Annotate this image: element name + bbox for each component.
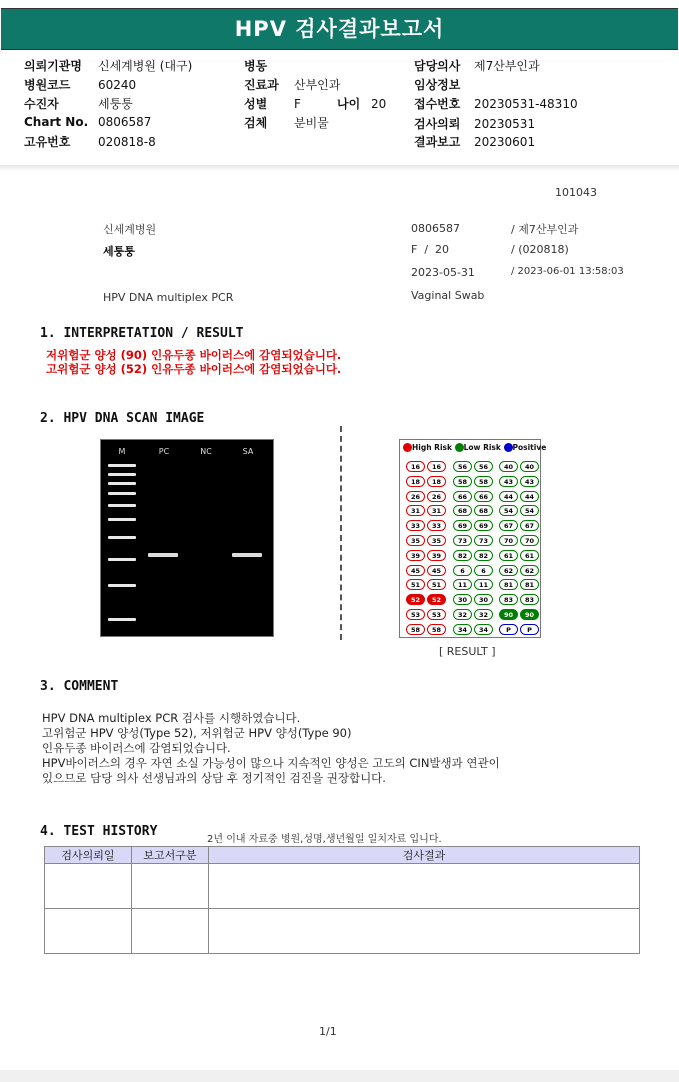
grid-cell: 26 xyxy=(406,491,425,502)
grid-cell: 73 xyxy=(474,535,493,546)
grid-cell: 67 xyxy=(520,520,539,531)
legend-high-risk: High Risk xyxy=(412,443,452,452)
grid-cell: 68 xyxy=(453,505,472,516)
grid-cell: 16 xyxy=(406,461,425,472)
comment-line: 있으므로 담당 의사 선생님과의 상담 후 정기적인 검진을 권장합니다. xyxy=(42,771,386,785)
header-value: F xyxy=(294,97,301,111)
grid-cell: 66 xyxy=(474,491,493,502)
header-label: 성별 xyxy=(244,97,268,111)
grid-cell: 32 xyxy=(474,609,493,620)
grid-cell: 40 xyxy=(520,461,539,472)
grid-cell: 58 xyxy=(453,476,472,487)
grid-cell: 82 xyxy=(474,550,493,561)
grid-cell: 70 xyxy=(499,535,518,546)
grid-cell: 44 xyxy=(499,491,518,502)
comment-line: 인유두종 바이러스에 감염되었습니다. xyxy=(42,741,231,755)
grid-cell: 52 xyxy=(406,594,425,605)
header-label: 접수번호 xyxy=(414,97,461,111)
header-label: 나이 xyxy=(337,97,361,111)
grid-cell: 18 xyxy=(427,476,446,487)
marker-ladder xyxy=(108,464,136,621)
grid-cell: 82 xyxy=(453,550,472,561)
grid-cell: 33 xyxy=(427,520,446,531)
column-header: 검사의뢰일 xyxy=(45,847,132,864)
header-label: 결과보고 xyxy=(414,135,461,149)
header-value: 60240 xyxy=(98,78,137,92)
header-value: 020818-8 xyxy=(98,135,156,149)
grid-cell: 31 xyxy=(427,505,446,516)
report-number: 101043 xyxy=(555,186,597,199)
grid-cell: 61 xyxy=(499,550,518,561)
legend-low-risk: Low Risk xyxy=(463,443,501,452)
grid-cell: P xyxy=(520,624,539,635)
header-label: 고유번호 xyxy=(24,135,71,149)
header-value: 분비물 xyxy=(294,116,329,130)
grid-cell: 52 xyxy=(427,594,446,605)
grid-cell: 34 xyxy=(474,624,493,635)
header-label: 임상정보 xyxy=(414,78,461,92)
grid-cell: 32 xyxy=(453,609,472,620)
grid-cell: 70 xyxy=(520,535,539,546)
grid-cell: 90 xyxy=(520,609,539,620)
result-line-low-risk: 저위험군 양성 (90) 인유두종 바이러스에 감염되었습니다. xyxy=(46,348,342,362)
comment-line: 고위험군 HPV 양성(Type 52), 저위험군 HPV 양성(Type 90) xyxy=(42,726,352,740)
section-scan-image-title: 2. HPV DNA SCAN IMAGE xyxy=(40,411,205,426)
unique-id: / (020818) xyxy=(511,243,569,256)
grid-cell: 56 xyxy=(474,461,493,472)
grid-cell: 34 xyxy=(453,624,472,635)
gel-electrophoresis-image xyxy=(100,439,274,637)
table-row xyxy=(45,909,640,954)
gel-lane-label-pc: PC xyxy=(158,447,170,456)
test-name: HPV DNA multiplex PCR xyxy=(103,291,234,304)
high-risk-legend-icon xyxy=(403,443,412,452)
section-interpretation-title: 1. INTERPRETATION / RESULT xyxy=(40,326,244,341)
grid-cell: 51 xyxy=(406,579,425,590)
grid-cell: 43 xyxy=(520,476,539,487)
grid-cell: 30 xyxy=(453,594,472,605)
grid-cell: 69 xyxy=(453,520,472,531)
sa-band xyxy=(232,553,262,557)
grid-cell: 69 xyxy=(474,520,493,531)
grid-cell: 30 xyxy=(474,594,493,605)
sex-age: F / 20 xyxy=(411,243,450,256)
grid-cell: 66 xyxy=(453,491,472,502)
table-row xyxy=(45,864,640,909)
section-comment-title: 3. COMMENT xyxy=(40,679,119,694)
grid-cell: 31 xyxy=(406,505,425,516)
grid-cell: 61 xyxy=(520,550,539,561)
grid-cell: 6 xyxy=(474,565,493,576)
grid-cell: 39 xyxy=(406,550,425,561)
hospital-name: 신세계병원 xyxy=(103,223,157,236)
grid-cell: 11 xyxy=(453,579,472,590)
column-header: 검사결과 xyxy=(209,847,640,864)
grid-cell: P xyxy=(499,624,518,635)
grid-cell: 58 xyxy=(474,476,493,487)
header-label: 검사의뢰 xyxy=(414,117,461,131)
header-value: 세퉁퉁 xyxy=(98,97,133,111)
report-time: / 2023-06-01 13:58:03 xyxy=(511,266,624,277)
legend-positive: Positive xyxy=(512,443,547,452)
comment-line: HPV DNA multiplex PCR 검사를 시행하였습니다. xyxy=(42,711,301,725)
grid-cell: 81 xyxy=(520,579,539,590)
history-note: 2년 이내 자료중 병원,성명,생년월일 일치자료 입니다. xyxy=(207,834,442,845)
collection-date: 2023-05-31 xyxy=(411,266,475,279)
header-label: 담당의사 xyxy=(414,59,461,73)
header-label: 의뢰기관명 xyxy=(24,59,82,73)
chart-number: 0806587 xyxy=(411,222,460,235)
grid-cell: 35 xyxy=(427,535,446,546)
grid-legend xyxy=(403,443,546,452)
grid-cell: 67 xyxy=(499,520,518,531)
grid-cell: 45 xyxy=(427,565,446,576)
grid-cell: 56 xyxy=(453,461,472,472)
header-value: 20230601 xyxy=(474,135,536,149)
grid-cell: 83 xyxy=(520,594,539,605)
grid-cell: 54 xyxy=(520,505,539,516)
grid-cell: 45 xyxy=(406,565,425,576)
header-value: 0806587 xyxy=(98,115,152,129)
gel-lane-label-sa: SA xyxy=(242,447,254,456)
low-risk-legend-icon xyxy=(455,443,464,452)
grid-cell: 81 xyxy=(499,579,518,590)
specimen: Vaginal Swab xyxy=(411,289,485,302)
header-label: 검체 xyxy=(244,116,268,130)
header-value: 20230531-48310 xyxy=(474,97,578,111)
grid-cell: 43 xyxy=(499,476,518,487)
gel-lane-label-m: M xyxy=(118,447,126,456)
grid-cell: 68 xyxy=(474,505,493,516)
grid-cell: 6 xyxy=(453,565,472,576)
column-header: 보고서구분 xyxy=(132,847,209,864)
grid-cell: 51 xyxy=(427,579,446,590)
grid-cell: 73 xyxy=(453,535,472,546)
positive-legend-icon xyxy=(504,443,513,452)
header-label: 진료과 xyxy=(244,78,279,92)
report-title: HPV 검사결과보고서 xyxy=(1,8,678,50)
comment-text xyxy=(42,711,500,786)
grid-cell: 40 xyxy=(499,461,518,472)
header-divider xyxy=(0,165,679,171)
grid-cell: 58 xyxy=(427,624,446,635)
hpv-result-grid xyxy=(399,439,547,638)
grid-cell: 54 xyxy=(499,505,518,516)
header-label: 병동 xyxy=(244,59,268,73)
gel-lane-label-nc: NC xyxy=(200,447,212,456)
patient-name: 세퉁퉁 xyxy=(103,245,135,258)
header-label: 수진자 xyxy=(24,97,59,111)
test-history-table xyxy=(44,846,640,954)
grid-cell: 26 xyxy=(427,491,446,502)
grid-cell: 39 xyxy=(427,550,446,561)
header-value: 20 xyxy=(371,97,387,111)
header-label: 병원코드 xyxy=(24,78,71,92)
grid-cell: 62 xyxy=(499,565,518,576)
grid-cell: 33 xyxy=(406,520,425,531)
section-divider-dashed xyxy=(340,426,342,640)
page-number: 1/1 xyxy=(319,1025,337,1038)
grid-cell: 18 xyxy=(406,476,425,487)
grid-cell: 53 xyxy=(427,609,446,620)
grid-cell: 90 xyxy=(499,609,518,620)
grid-cell: 11 xyxy=(474,579,493,590)
grid-cell: 83 xyxy=(499,594,518,605)
grid-cell: 58 xyxy=(406,624,425,635)
header-label: Chart No. xyxy=(24,115,89,129)
grid-cell: 62 xyxy=(520,565,539,576)
pc-band xyxy=(148,553,178,557)
grid-cell: 44 xyxy=(520,491,539,502)
department: / 제7산부인과 xyxy=(511,223,579,236)
grid-cell: 35 xyxy=(406,535,425,546)
grid-cell: 16 xyxy=(427,461,446,472)
header-value: 산부인과 xyxy=(294,78,341,92)
result-caption: [ RESULT ] xyxy=(439,645,496,658)
gel-bands xyxy=(101,440,273,636)
result-line-high-risk: 고위험군 양성 (52) 인유두종 바이러스에 감염되었습니다. xyxy=(46,362,342,376)
header-value: 신세계병원 (대구) xyxy=(98,59,193,73)
header-value: 20230531 xyxy=(474,117,536,131)
grid-cell: 53 xyxy=(406,609,425,620)
table-header-row xyxy=(45,847,640,864)
header-value: 제7산부인과 xyxy=(474,59,540,73)
comment-line: HPV바이러스의 경우 자연 소실 가능성이 많으나 지속적인 양성은 고도의 CIN발생과 연관이 xyxy=(42,756,500,770)
section-test-history-title: 4. TEST HISTORY xyxy=(40,824,158,839)
